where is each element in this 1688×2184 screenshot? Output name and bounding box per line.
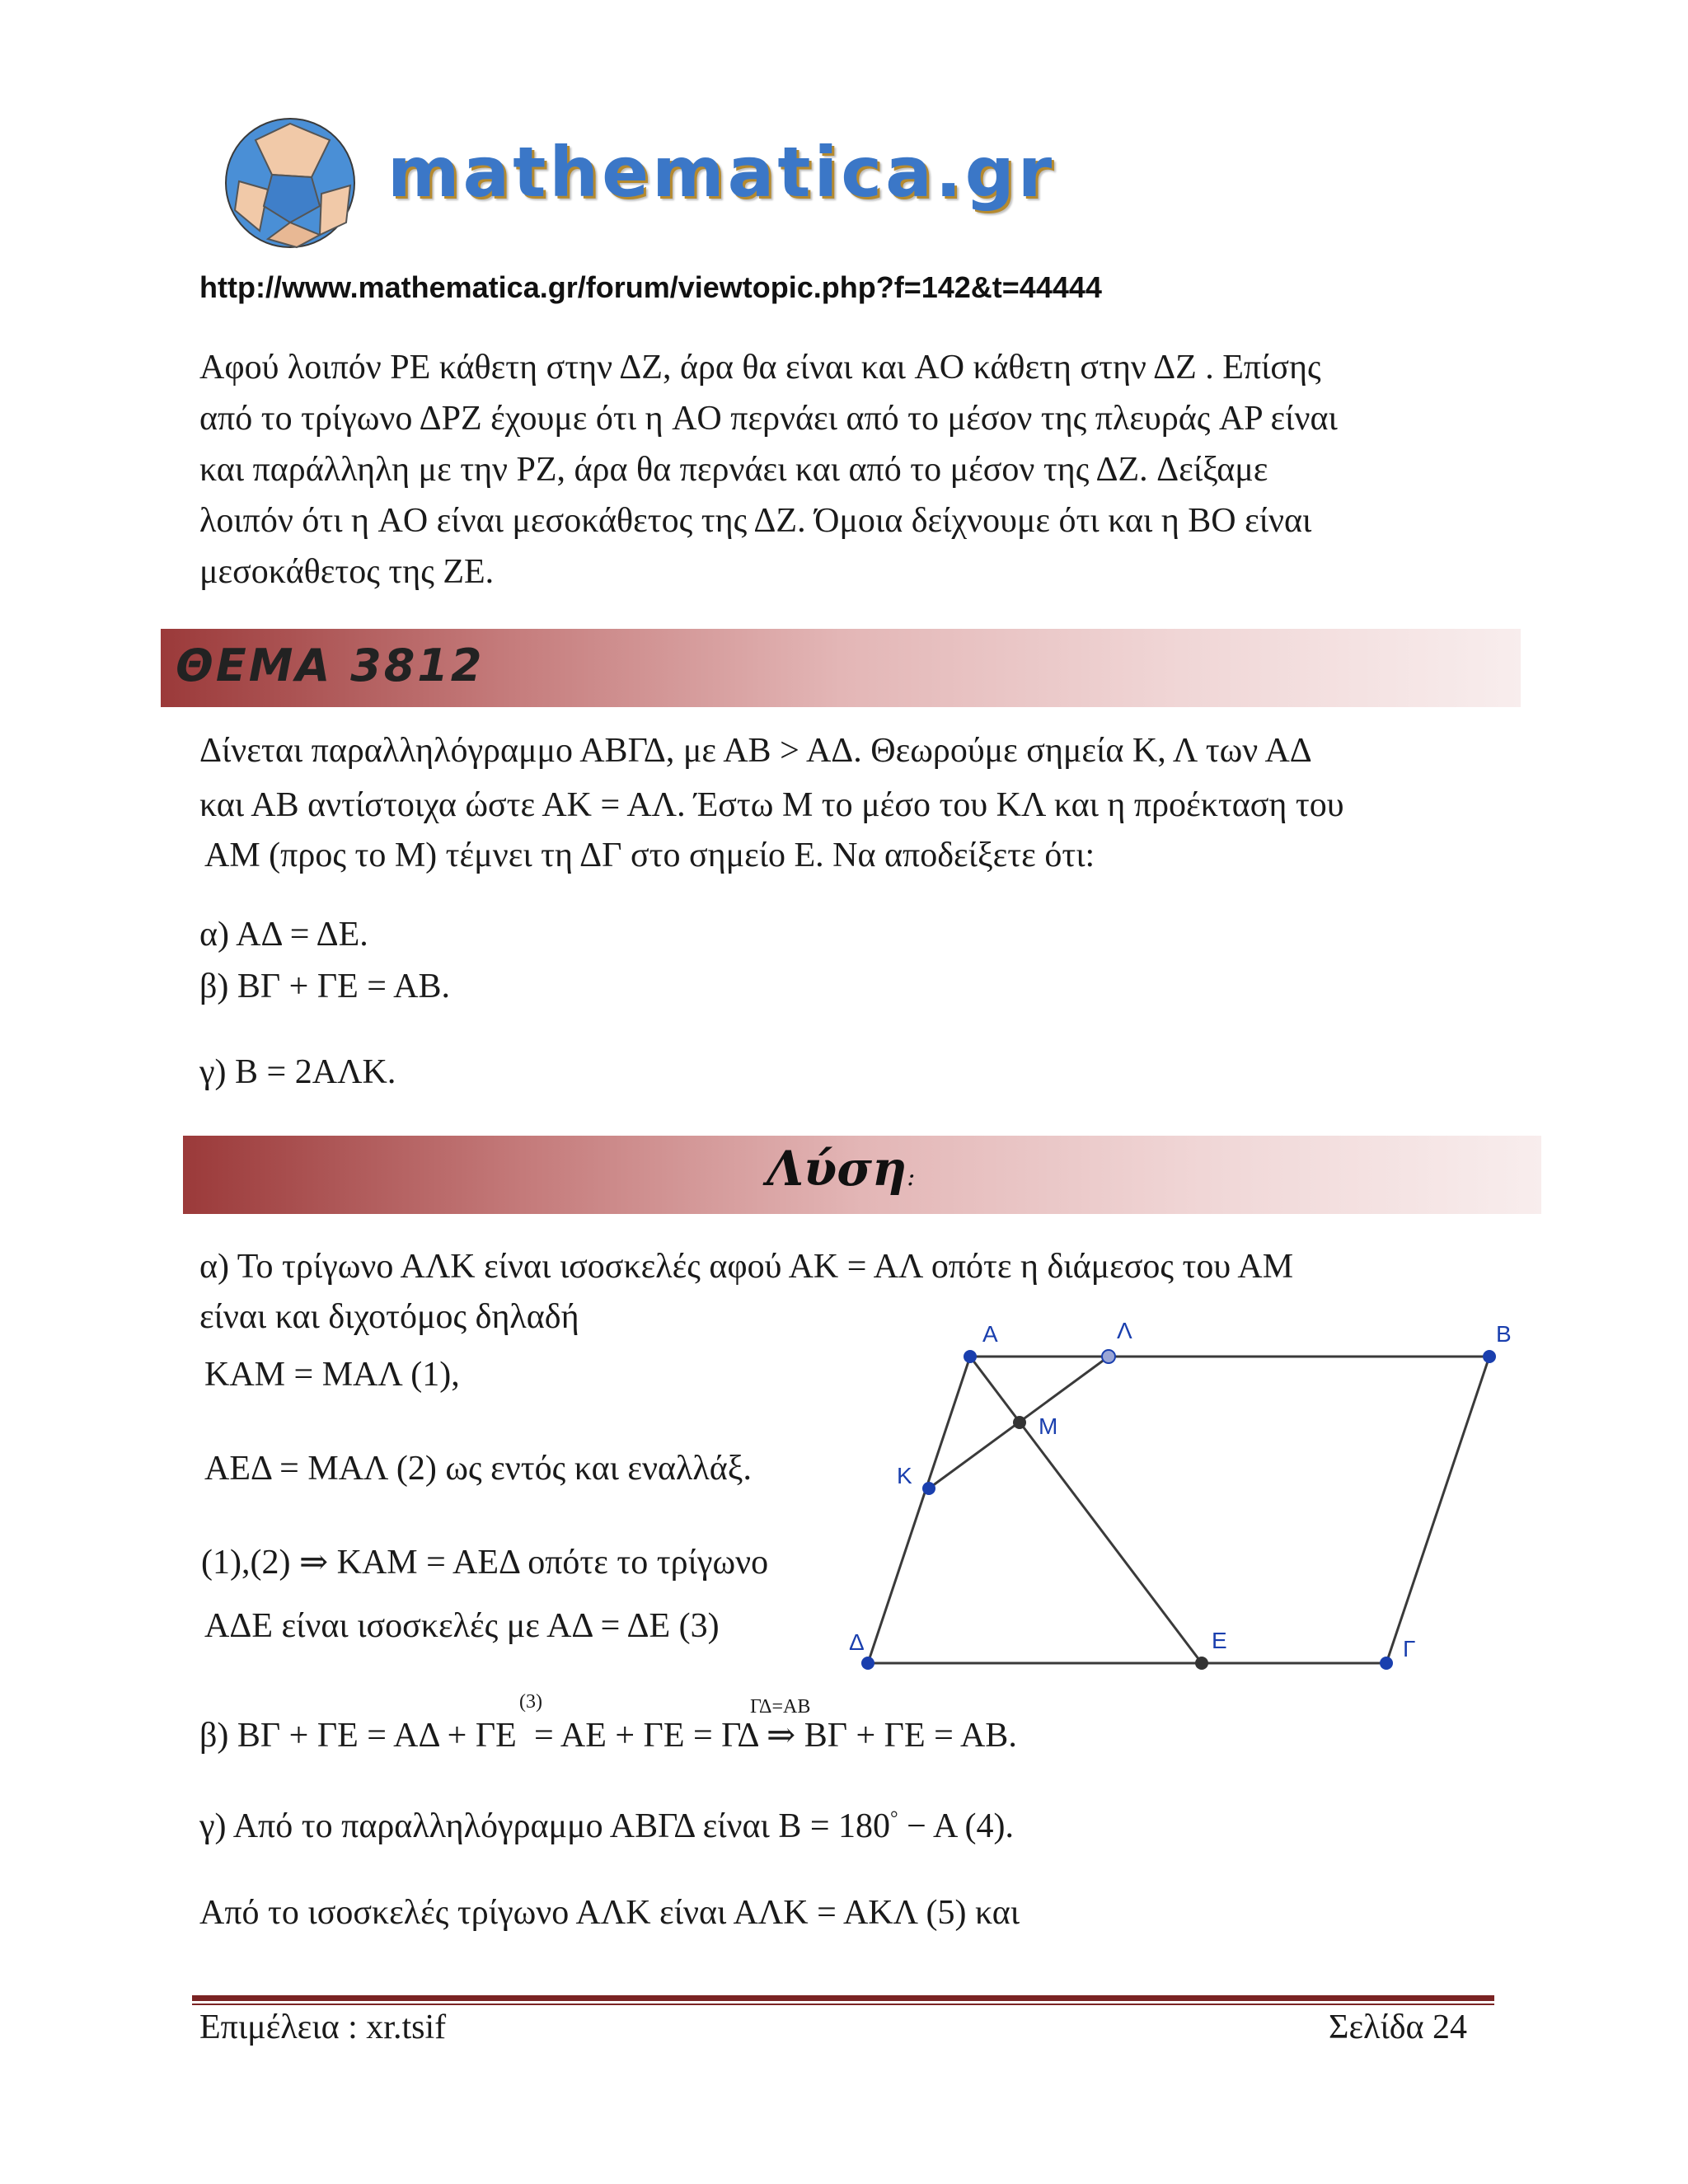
statement-line: Δίνεται παραλληλόγραμμο ΑΒΓΔ, με ΑΒ > ΑΔ. Θεωρούμε σημεία Κ, Λ των ΑΔ (199, 732, 1312, 770)
label-e: E (1212, 1628, 1227, 1653)
point-l (1102, 1350, 1115, 1363)
footer-divider-thin (192, 2004, 1494, 2005)
intro-line: μεσοκάθετος της ZE. (199, 553, 495, 591)
solution-line-a2: είναι και διχοτόμος δηλαδή (199, 1298, 579, 1336)
equation-4: ΑΔΕ είναι ισοσκελές με ΑΔ = ΔΕ (3) (204, 1607, 720, 1645)
solution-title-colon: : (907, 1163, 916, 1192)
line-b-sup-3: (3) (519, 1691, 542, 1713)
forum-url[interactable]: http://www.mathematica.gr/forum/viewtopic.php?f=142&t=44444 (199, 270, 1102, 304)
point-b (1483, 1350, 1496, 1363)
solution-line-b (199, 1710, 517, 1761)
solution-title (767, 1141, 915, 1197)
point-d (861, 1657, 874, 1670)
point-g (1380, 1657, 1393, 1670)
intro-line: Αφού λοιπόν PE κάθετη στην ΔZ, άρα θα είναι και AO κάθετη στην ΔZ . Επίσης (199, 349, 1321, 387)
statement-line: ΑΜ (προς το Μ) τέμνει τη ΔΓ στο σημείο Ε. Να αποδείξετε ότι: (204, 837, 1095, 874)
line-b-sup-gd-ab: ΓΔ=ΑΒ (750, 1696, 811, 1718)
segment-ae (970, 1357, 1202, 1663)
label-d: Δ (849, 1629, 865, 1655)
intro-line: και παράλληλη με την PZ, άρα θα περνάει και από το μέσον της ΔZ. Δείξαμε (199, 451, 1268, 489)
segment-da (868, 1357, 970, 1663)
degree-sign: ° (890, 1808, 898, 1830)
intro-line: λοιπόν ότι η AO είναι μεσοκάθετος της ΔZ. Όμοια δείχνουμε ότι και η BO είναι (199, 502, 1312, 540)
footer-divider (192, 1995, 1494, 2001)
footer-page-number: Σελίδα 24 (1329, 2008, 1468, 2046)
equation-1: ΚΑΜ = ΜΑΛ (1), (204, 1356, 460, 1394)
line-b-part1: β) ΒΓ + ΓΕ = ΑΔ + ΓΕ (199, 1717, 517, 1755)
question-item-a: α) ΑΔ = ΔΕ. (199, 916, 368, 954)
label-l: Λ (1117, 1318, 1132, 1343)
label-k: K (897, 1463, 912, 1488)
parallelogram-diagram (841, 1310, 1525, 1690)
line-b-part3: ⇒ ΒΓ + ΓΕ = ΑΒ. (767, 1717, 1017, 1755)
label-m: M (1039, 1413, 1058, 1439)
point-e (1195, 1657, 1208, 1670)
logo-ball-icon (223, 115, 359, 251)
equation-2: ΑΕΔ = ΜΑΛ (2) ως εντός και εναλλάξ. (204, 1450, 752, 1488)
solution-line-c2: Από το ισοσκελές τρίγωνο ΑΛΚ είναι ΑΛΚ = ΑΚΛ (5) και (199, 1894, 1020, 1932)
line-b-part2: = ΑΕ + ΓΕ = ΓΔ (534, 1717, 760, 1755)
intro-paragraph (199, 342, 1535, 598)
equation-3: (1),(2) ⇒ ΚΑΜ = ΑΕΔ οπότε το τρίγωνο (201, 1544, 769, 1582)
label-g: Γ (1403, 1636, 1416, 1661)
question-item-b: β) ΒΓ + ΓΕ = ΑΒ. (199, 968, 450, 1005)
line-c1-part1: γ) Από το παραλληλόγραμμο ΑΒΓΔ είναι Β = 180 (199, 1807, 891, 1845)
label-a: A (982, 1321, 998, 1347)
segment-bg (1386, 1357, 1489, 1663)
intro-line: από το τρίγωνο ΔPZ έχουμε ότι η AO περνάει από το μέσον της πλευράς AP είναι (199, 400, 1338, 438)
point-k (922, 1482, 935, 1495)
statement-line: και ΑΒ αντίστοιχα ώστε ΑΚ = ΑΛ. Έστω Μ το μέσο του ΚΛ και η προέκταση του (199, 786, 1344, 824)
solution-line-a1: α) Το τρίγωνο ΑΛΚ είναι ισοσκελές αφού ΑΚ = ΑΛ οπότε η διάμεσος του ΑΜ (199, 1248, 1294, 1286)
question-item-c: γ) Β = 2ΑΛΚ. (199, 1053, 396, 1091)
solution-line-c1 (199, 1793, 1014, 1852)
theme-title: ΘΕΜΑ 3812 (176, 640, 485, 691)
label-b: B (1496, 1321, 1512, 1347)
point-a (964, 1350, 977, 1363)
line-c1-part2: − Α (4). (898, 1807, 1014, 1845)
logo-text: mathematica.gr (387, 132, 1056, 213)
solution-title-text: Λύση (767, 1141, 907, 1197)
point-m (1013, 1416, 1026, 1429)
footer-editor: Επιμέλεια : xr.tsif (199, 2008, 447, 2046)
